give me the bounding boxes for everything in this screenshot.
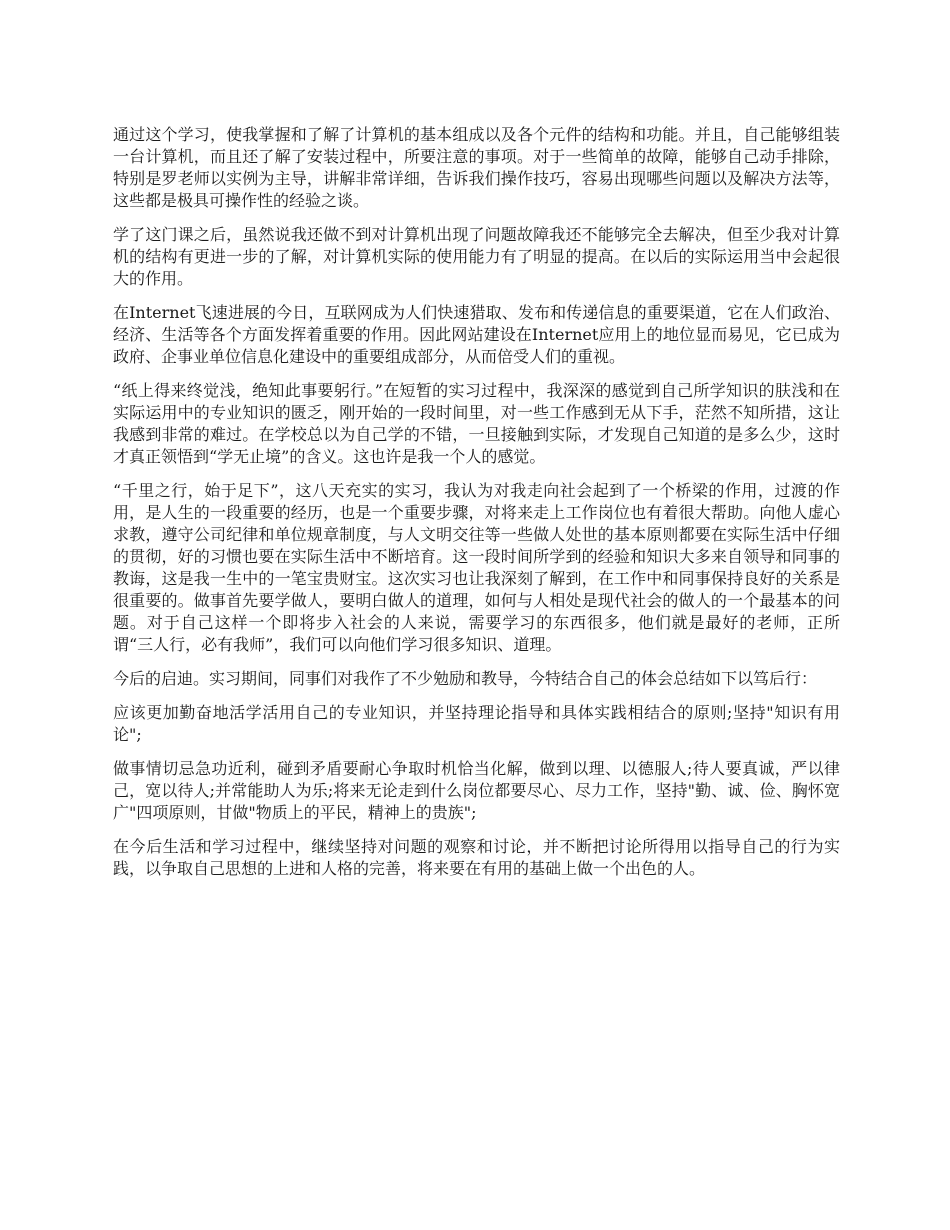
paragraph-computer-learning: 通过这个学习，使我掌握和了解了计算机的基本组成以及各个元件的结构和功能。并且，自己能够组装一台计算机，而且还了解了安装过程中，所要注意的事项。对于一些简单的故障，能够自己动手排除，特别是罗老师以实例为主导，讲解非常详细，告诉我们操作技巧，容易出现哪些问题以及解决方法等，这些都是极具可操作性的经验之谈。 bbox=[113, 125, 840, 210]
paragraph-future-inspiration: 今后的启迪。实习期间，同事们对我作了不少勉励和教导，今特结合自己的体会总结如下以笃后行： bbox=[113, 669, 818, 688]
paragraph-professional-knowledge: 应该更加勤奋地活学活用自己的专业知识，并坚持理论指导和具体实践相结合的原则;坚持"知识有用论"; bbox=[113, 703, 840, 744]
paragraph-conduct-principles: 做事情切忌急功近利，碰到矛盾要耐心争取时机恰当化解，做到以理、以德服人;待人要真诚，严以律己，宽以待人;并常能助人为乐;将来无论走到什么岗位都要尽心、尽力工作，坚持"勤、诚、俭、胸怀宽广"四项原则，甘做"物质上的平民，精神上的贵族"; bbox=[113, 759, 840, 822]
document-body bbox=[113, 124, 840, 892]
paragraph-course-reflection: 学了这门课之后，虽然说我还做不到对计算机出现了问题故障我还不能够完全去解决，但至少我对计算机的结构有更进一步的了解，对计算机实际的使用能力有了明显的提高。在以后的实际运用当中会起很大的作用。 bbox=[113, 225, 840, 288]
paragraph-future-growth: 在今后生活和学习过程中，继续坚持对问题的观察和讨论，并不断把讨论所得用以指导自己的行为实践，以争取自己思想的上进和人格的完善，将来要在有用的基础上做一个出色的人。 bbox=[113, 837, 840, 878]
paragraph-internet-development: 在Internet飞速进展的今日，互联网成为人们快速猎取、发布和传递信息的重要渠道，它在人们政治、经济、生活等各个方面发挥着重要的作用。因此网站建设在Internet应用上的地位显而易见，它已成为政府、企事业单位信息化建设中的重要组成部分，从而倍受人们的重视。 bbox=[113, 303, 840, 366]
paragraph-practice-insight: “纸上得来终觉浅，绝知此事要躬行。”在短暂的实习过程中，我深深的感觉到自己所学知识的肤浅和在实际运用中的专业知识的匮乏，刚开始的一段时间里，对一些工作感到无从下手，茫然不知所措，这让我感到非常的难过。在学校总以为自己学的不错，一旦接触到实际，才发现自己知道的是多么少，这时才真正领悟到“学无止境”的含义。这也许是我一个人的感觉。 bbox=[113, 381, 840, 466]
paragraph-internship-experience: “千里之行，始于足下”，这八天充实的实习，我认为对我走向社会起到了一个桥梁的作用，过渡的作用，是人生的一段重要的经历，也是一个重要步骤，对将来走上工作岗位也有着很大帮助。向他人虚心求教，遵守公司纪律和单位规章制度，与人文明交往等一些做人处世的基本原则都要在实际生活中仔细的贯彻，好的习惯也要在实际生活中不断培育。这一段时间所学到的经验和知识大多来自领导和同事的教诲，这是我一生中的一笔宝贵财宝。这次实习也让我深刻了解到，在工作中和同事保持良好的关系是很重要的。做事首先要学做人，要明白做人的道理，如何与人相处是现代社会的做人的一个最基本的问题。对于自己这样一个即将步入社会的人来说，需要学习的东西很多，他们就是最好的老师，正所谓“三人行，必有我师”，我们可以向他们学习很多知识、道理。 bbox=[113, 481, 840, 654]
